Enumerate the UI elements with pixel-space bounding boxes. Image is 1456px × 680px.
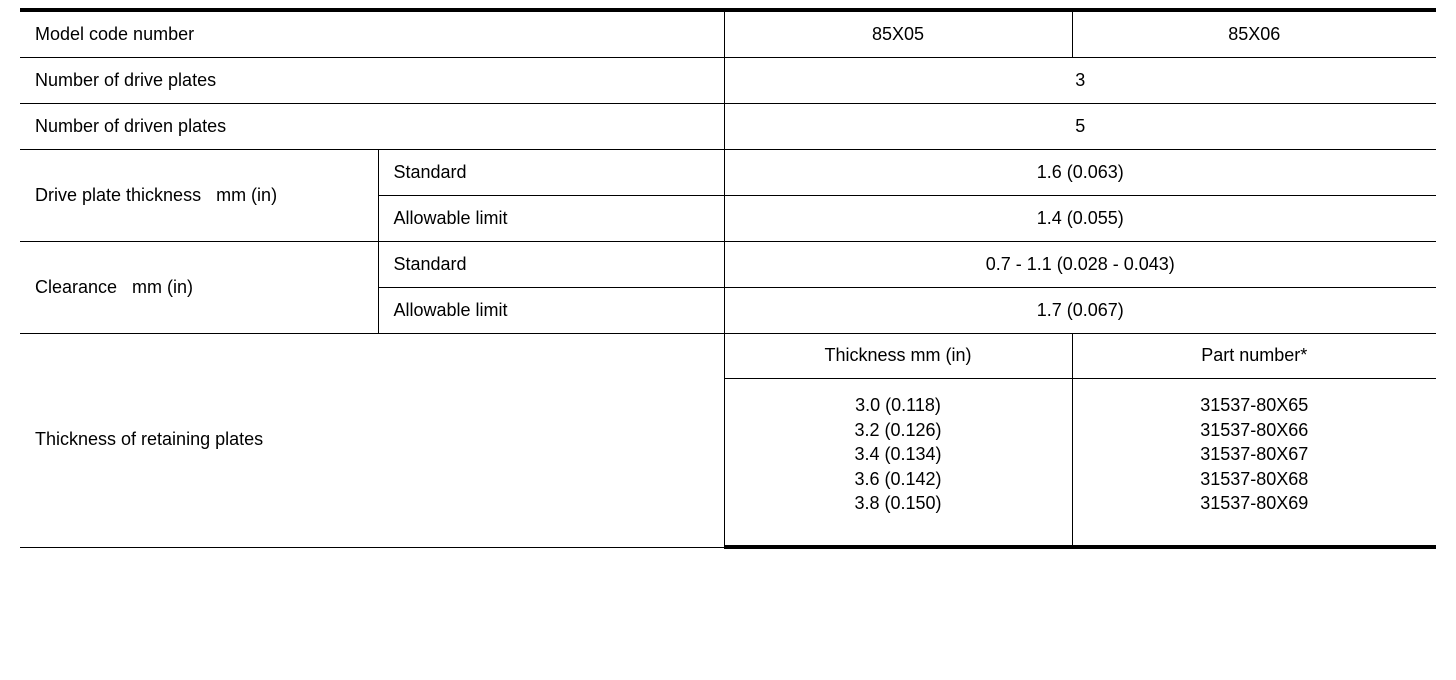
clutch-spec-table — [20, 8, 1436, 549]
retaining-thickness-list — [724, 379, 1072, 548]
drive-plate-limit-value: 1.4 (0.055) — [724, 196, 1436, 242]
table-row — [20, 150, 1436, 196]
drive-plate-thickness-label: Drive plate thickness mm (in) — [20, 150, 378, 242]
list-item: 3.8 (0.150) — [854, 493, 942, 514]
clearance-standard-label: Standard — [378, 242, 724, 288]
table-row — [20, 10, 1436, 58]
model-code-85x05: 85X05 — [724, 10, 1072, 58]
list-item: 3.4 (0.134) — [854, 444, 942, 465]
list-item: 31537-80X65 — [1200, 395, 1309, 415]
model-code-85x06: 85X06 — [1072, 10, 1436, 58]
table-row — [20, 58, 1436, 104]
list-item: 3.2 (0.126) — [854, 419, 942, 440]
drive-plates-label: Number of drive plates — [20, 58, 724, 104]
drive-plate-standard-value: 1.6 (0.063) — [724, 150, 1436, 196]
drive-plates-value: 3 — [724, 58, 1436, 104]
clearance-limit-value: 1.7 (0.067) — [724, 288, 1436, 334]
list-item: 31537-80X66 — [1200, 419, 1309, 440]
list-item: 31537-80X69 — [1200, 493, 1309, 514]
drive-plate-limit-label: Allowable limit — [378, 196, 724, 242]
list-item: 3.0 (0.118) — [855, 395, 941, 415]
retaining-part-header: Part number* — [1072, 334, 1436, 379]
table-row — [20, 334, 1436, 379]
list-item: 3.6 (0.142) — [854, 468, 942, 489]
clearance-limit-label: Allowable limit — [378, 288, 724, 334]
clearance-label: Clearance mm (in) — [20, 242, 378, 334]
clearance-standard-value: 0.7 - 1.1 (0.028 - 0.043) — [724, 242, 1436, 288]
table-row — [20, 104, 1436, 150]
list-item: 31537-80X68 — [1200, 468, 1309, 489]
retaining-plates-label: Thickness of retaining plates — [20, 334, 724, 548]
table-row — [20, 242, 1436, 288]
driven-plates-label: Number of driven plates — [20, 104, 724, 150]
retaining-thickness-header: Thickness mm (in) — [724, 334, 1072, 379]
list-item: 31537-80X67 — [1200, 444, 1309, 465]
model-code-label: Model code number — [20, 10, 724, 58]
drive-plate-standard-label: Standard — [378, 150, 724, 196]
retaining-part-number-list — [1072, 379, 1436, 548]
driven-plates-value: 5 — [724, 104, 1436, 150]
